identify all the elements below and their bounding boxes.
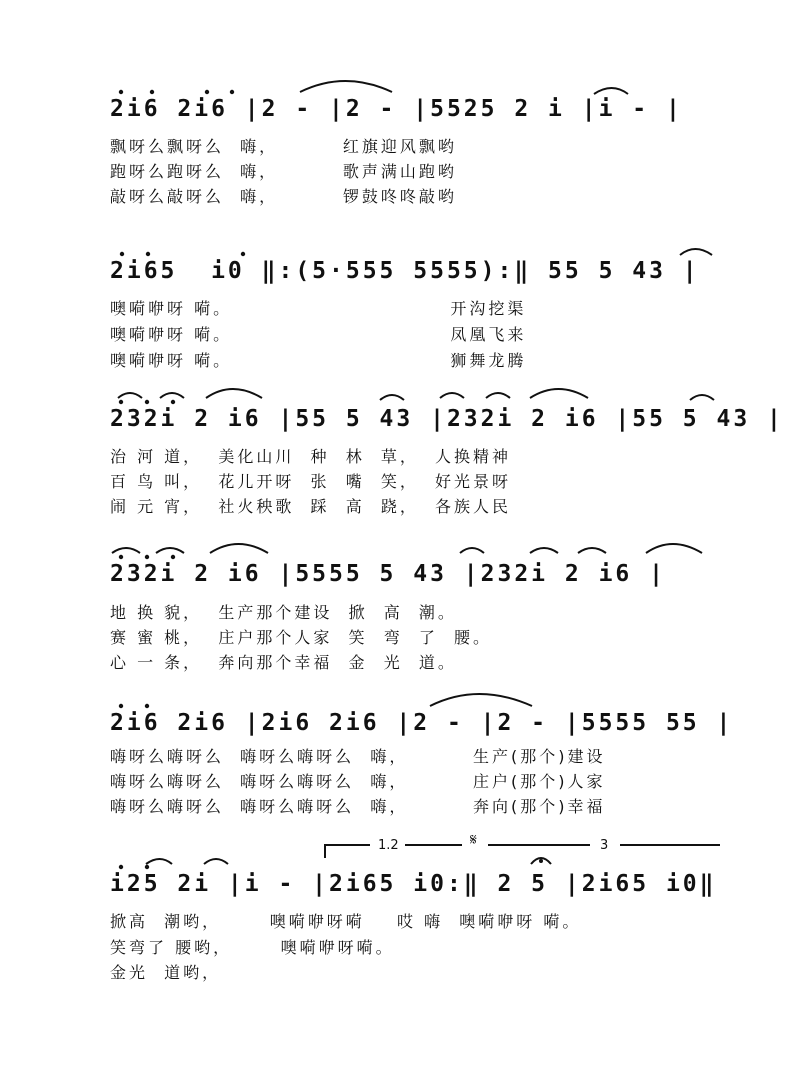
lyric-line-4-verse-1: 地 换 貌， 生产那个建设 掀 高 潮。 <box>110 603 457 622</box>
notation-line-6: i25 2i |i - |2i65 i0:‖ 2 5 |2i65 i0‖ <box>110 871 717 897</box>
lyric-line-6-verse-1: 掀高 潮哟， 噢嗬咿呀嗬 哎 嗨 噢嗬咿呀 嗬。 <box>110 912 582 931</box>
volta-bracket-label-2: 3 <box>600 838 609 853</box>
lyric-line-2-verse-1: 噢嗬咿呀 嗬。 开沟挖渠 <box>110 299 527 318</box>
lyric-line-6-verse-2: 笑弯了 腰哟， 噢嗬咿呀嗬。 <box>110 938 395 957</box>
lyric-line-6-verse-3: 金光 道哟， <box>110 963 222 982</box>
volta-bracket-label-1: 1.2 <box>378 838 399 853</box>
lyric-line-5-verse-2: 嗨呀么嗨呀么 嗨呀么嗨呀么 嗨， 庄户(那个)人家 <box>110 772 606 791</box>
notation-line-4: 232i 2 i6 |5555 5 43 |232i 2 i6 | <box>110 561 666 587</box>
lyric-line-3-verse-1: 治 河 道， 美化山川 种 林 草， 人换精神 <box>110 447 512 466</box>
lyric-line-4-verse-3: 心 一 条， 奔向那个幸福 金 光 道。 <box>110 653 457 672</box>
lyric-line-3-verse-3: 闹 元 宵， 社火秧歌 踩 高 跷， 各族人民 <box>110 497 512 516</box>
notation-line-3: 232i 2 i6 |55 5 43 |232i 2 i6 |55 5 43 | <box>110 406 784 432</box>
lyric-line-3-verse-2: 百 鸟 叫， 花儿开呀 张 嘴 笑， 好光景呀 <box>110 472 512 491</box>
lyric-line-2-verse-3: 噢嗬咿呀 嗬。 狮舞龙腾 <box>110 351 527 370</box>
svg-text:𝄋: 𝄋 <box>470 830 477 849</box>
notation-line-2: 2i65 i0 ‖:(5·555 5555):‖ 55 5 43 | <box>110 258 700 284</box>
lyric-line-4-verse-2: 赛 蜜 桃， 庄户那个人家 笑 弯 了 腰。 <box>110 628 493 647</box>
notation-line-1: 2i6 2i6 |2 - |2 - |5525 2 i |i - | <box>110 96 683 122</box>
notation-line-5: 2i6 2i6 |2i6 2i6 |2 - |2 - |5555 55 | <box>110 710 734 736</box>
lyric-line-1-verse-2: 跑呀么跑呀么 嗨， 歌声满山跑哟 <box>110 162 457 181</box>
lyric-line-5-verse-1: 嗨呀么嗨呀么 嗨呀么嗨呀么 嗨， 生产(那个)建设 <box>110 747 606 766</box>
lyric-line-1-verse-3: 敲呀么敲呀么 嗨， 锣鼓咚咚敲哟 <box>110 187 457 206</box>
lyric-line-5-verse-3: 嗨呀么嗨呀么 嗨呀么嗨呀么 嗨， 奔向(那个)幸福 <box>110 797 606 816</box>
lyric-line-2-verse-2: 噢嗬咿呀 嗬。 凤凰飞来 <box>110 325 527 344</box>
lyric-line-1-verse-1: 飘呀么飘呀么 嗨， 红旗迎风飘哟 <box>110 137 457 156</box>
